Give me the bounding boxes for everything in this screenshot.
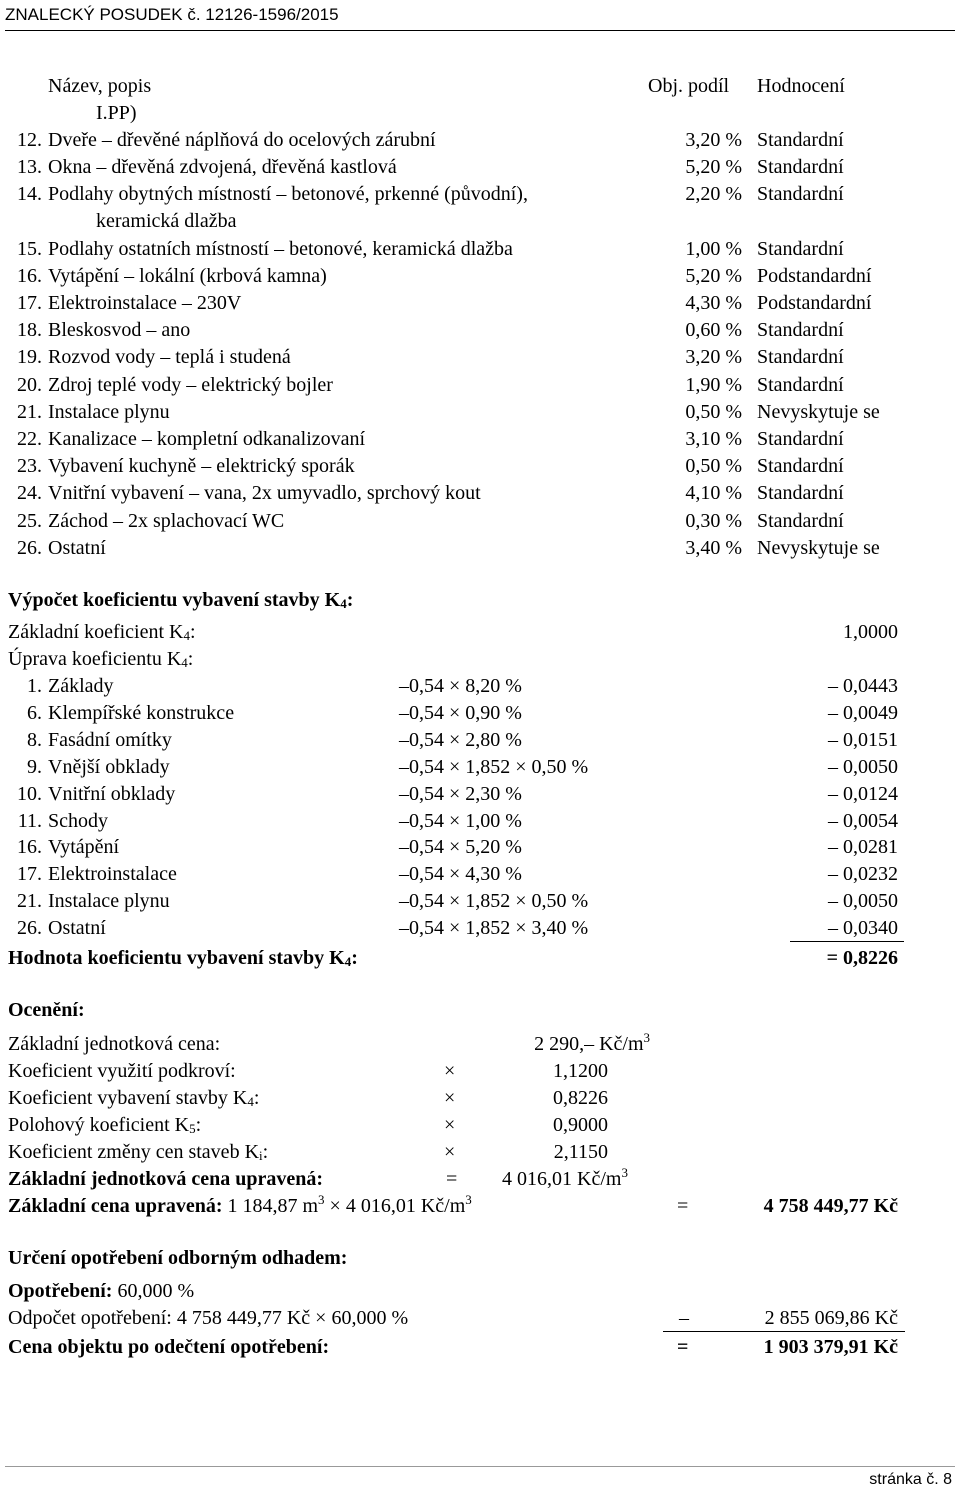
final-price-operator: = [677,1336,689,1358]
row-share: 4,10 % [685,482,742,505]
row-name: Bleskosvod – ano [48,319,191,342]
k4-row-formula: –0,54 × 1,852 × 0,50 % [399,890,589,913]
row-share: 3,10 % [685,428,742,450]
row-share: 0,60 % [685,319,742,342]
wear-deduction-value: 2 855 069,86 Kč [764,1307,898,1329]
column-header-share: Obj. podíl [648,75,730,97]
row-number: 26. [17,536,42,559]
k4-adjust-label: Úprava koeficientu $K_4$: [8,648,194,670]
row-rating: Standardní [757,156,844,179]
wear-deduction-label: Odpočet opotřebení: 4 758 449,77 Kč × 60,000 % [8,1307,409,1329]
valuation-row-label: Koeficient vybavení stavby $K_4$: [8,1087,260,1109]
valuation-row-label: Koeficient změny cen staveb $K_i$: [8,1141,269,1163]
k4-row-value: – 0,0443 [828,675,898,697]
row-name: Rozvod vody – teplá i studená [48,346,291,369]
adjusted-price-value: 4 016,01 $Kč/m^3$ [502,1165,628,1190]
row-name: Okna – dřevěná zdvojená, dřevěná kastlová [48,156,397,179]
k4-row-name: Vnitřní obklady [48,782,176,805]
k4-row-formula: –0,54 × 4,30 % [399,863,522,886]
column-header-rating: Hodnocení [757,75,845,97]
row-rating: Standardní [757,373,844,396]
k4-row-value: – 0,0232 [828,863,898,886]
k4-row-name: Vytápění [48,836,120,859]
row-name-continued: keramická dlažba [96,210,237,233]
row-rating: Standardní [757,346,844,369]
k4-row-formula: –0,54 × 2,30 % [399,782,522,805]
k4-row-number: 9. [27,755,42,778]
row-name: Dveře – dřevěné náplňová do ocelových zárubní [48,129,436,151]
row-number: 23. [17,455,42,478]
valuation-row-operator: × [444,1060,456,1082]
wear-underline [663,1331,905,1332]
row-rating: Podstandardní [757,292,872,314]
valuation-row-value: 2 290,– $Kč/m^3$ [534,1030,650,1055]
k4-row-name: Základy [48,675,114,697]
adjusted-price-operator: = [446,1168,458,1190]
valuation-row-value: 0,8226 [553,1087,608,1109]
row-number: 20. [17,373,42,396]
row-share: 3,40 % [685,536,742,559]
k4-result-value: = 0,8226 [826,947,898,969]
column-header-name: Název, popis [48,75,152,97]
row-rating: Standardní [757,455,844,478]
k4-row-value: – 0,0151 [828,728,898,751]
k4-row-number: 11. [17,809,42,832]
row-share: 3,20 % [685,129,742,151]
row-name: Kanalizace – kompletní odkanalizovaní [48,428,366,450]
k4-row-number: 8. [27,728,42,751]
row-name: Vybavení kuchyně – elektrický sporák [48,455,355,478]
k4-result-label: Hodnota koeficientu vybavení stavby $K_4$: [8,947,358,969]
row-rating: Standardní [757,129,844,151]
document-title: ZNALECKÝ POSUDEK č. 12126-1596/2015 [5,5,339,24]
row-rating: Standardní [757,482,844,505]
row-number: 14. [17,183,42,206]
row-rating: Standardní [757,237,844,260]
k4-base-label: Základní koeficient $K_4$: [8,621,196,643]
row-share: 3,20 % [685,346,742,369]
final-price-label: Cena objektu po odečtení opotřebení: [8,1336,330,1358]
k4-row-number: 1. [27,675,42,697]
valuation-heading: Ocenění: [8,999,85,1021]
row-name: Elektroinstalace – 230V [48,292,242,314]
row-share: 0,30 % [685,509,742,532]
valuation-row-value: 1,1200 [553,1060,608,1082]
row-number: 25. [17,509,42,532]
k4-row-value: – 0,0281 [828,836,898,859]
row-number: 18. [17,319,42,342]
row-name: Zdroj teplé vody – elektrický bojler [48,373,333,396]
row-name: Podlahy obytných místností – betonové, prkenné (původní), [48,183,528,206]
row-name: Vnitřní vybavení – vana, 2x umyvadlo, sprchový kout [48,482,481,505]
row-number: 19. [17,346,42,369]
valuation-row-operator: × [444,1141,456,1163]
row-share: 1,90 % [685,373,742,396]
page-number: stránka č. 8 [869,1471,952,1488]
k4-row-name: Klempířské konstrukce [48,701,235,724]
k4-row-formula: –0,54 × 2,80 % [399,728,522,751]
k4-base-value: 1,0000 [843,621,898,643]
row-rating: Nevyskytuje se [757,400,880,423]
k4-sum-underline [790,941,904,942]
k4-row-number: 10. [17,782,42,805]
valuation-row-label: Základní jednotková cena: [8,1033,221,1055]
k4-row-number: 17. [17,863,42,886]
k4-row-name: Ostatní [48,917,106,940]
valuation-row-value: 2,1150 [553,1141,608,1163]
row-number: 15. [17,237,42,260]
row-rating: Standardní [757,183,844,206]
valuation-row-label: Polohový koeficient $K_5$: [8,1114,202,1136]
wear-heading: Určení opotřebení odborným odhadem: [8,1247,348,1269]
row-rating: Standardní [757,428,844,450]
row-name: Záchod – 2x splachovací WC [48,509,285,532]
k4-row-value: – 0,0049 [828,701,898,724]
valuation-row-operator: × [444,1114,456,1136]
row-rating: Podstandardní [757,264,872,287]
k4-row-number: 16. [17,836,42,859]
k4-row-number: 6. [27,701,42,724]
k4-row-name: Vnější obklady [48,755,170,778]
row-share: 5,20 % [685,156,742,179]
k4-row-formula: –0,54 × 0,90 % [399,701,522,724]
k4-row-formula: –0,54 × 1,852 × 3,40 % [399,917,589,940]
k4-row-formula: –0,54 × 1,00 % [399,809,522,832]
base-price-value: 4 758 449,77 Kč [763,1195,898,1217]
row-number: 13. [17,156,42,179]
row-name: Instalace plynu [48,400,170,423]
row-name: Vytápění – lokální (krbová kamna) [48,264,327,287]
row-share: 0,50 % [685,400,742,423]
k4-row-number: 26. [17,917,42,940]
k4-row-value: – 0,0050 [828,890,898,913]
row-number: 24. [17,482,42,505]
k4-row-formula: –0,54 × 5,20 % [399,836,522,859]
row-share: 2,20 % [685,183,742,206]
k4-row-value: – 0,0050 [828,755,898,778]
base-price-line: Základní cena upravená: 1 184,87 $m^3 \times 4$ 016,01 $Kč/m^3$ [8,1192,472,1217]
row-share: 5,20 % [685,264,742,287]
wear-line: Opotřebení: 60,000 % [8,1280,195,1302]
row-number: 17. [17,292,42,314]
k4-row-name: Elektroinstalace [48,863,177,886]
k4-row-name: Fasádní omítky [48,728,172,751]
k4-row-number: 21. [17,890,42,913]
k4-row-formula: –0,54 × 1,852 × 0,50 % [399,755,589,778]
k4-row-value: – 0,0054 [828,809,898,832]
row-rating: Nevyskytuje se [757,536,880,559]
row-share: 0,50 % [685,455,742,478]
valuation-row-operator: × [444,1087,456,1109]
valuation-row-value: 0,9000 [553,1114,608,1136]
row-number: 22. [17,428,42,450]
k4-heading: Výpočet koeficientu vybavení stavby $K_4$: [8,589,354,611]
valuation-row-label: Koeficient využití podkroví: [8,1060,236,1082]
row-number: 12. [17,129,42,151]
row-share: 4,30 % [685,292,742,314]
row-number: 21. [17,400,42,423]
row-name: Ostatní [48,536,106,559]
base-price-operator: = [677,1195,689,1217]
adjusted-price-label: Základní jednotková cena upravená: [8,1168,324,1190]
row-rating: Standardní [757,509,844,532]
document-header [5,2,955,31]
k4-row-value: – 0,0124 [828,782,898,805]
table-continuation: I.PP) [96,102,137,124]
k4-row-value: – 0,0340 [828,917,898,940]
k4-row-name: Instalace plynu [48,890,170,913]
k4-row-name: Schody [48,809,108,832]
row-number: 16. [17,264,42,287]
wear-deduction-operator: – [679,1307,689,1329]
final-price-value: 1 903 379,91 Kč [763,1336,898,1358]
row-rating: Standardní [757,319,844,342]
footer-divider [5,1466,955,1467]
row-share: 1,00 % [685,237,742,260]
row-name: Podlahy ostatních místností – betonové, keramická dlažba [48,237,513,260]
k4-row-formula: –0,54 × 8,20 % [399,675,522,697]
